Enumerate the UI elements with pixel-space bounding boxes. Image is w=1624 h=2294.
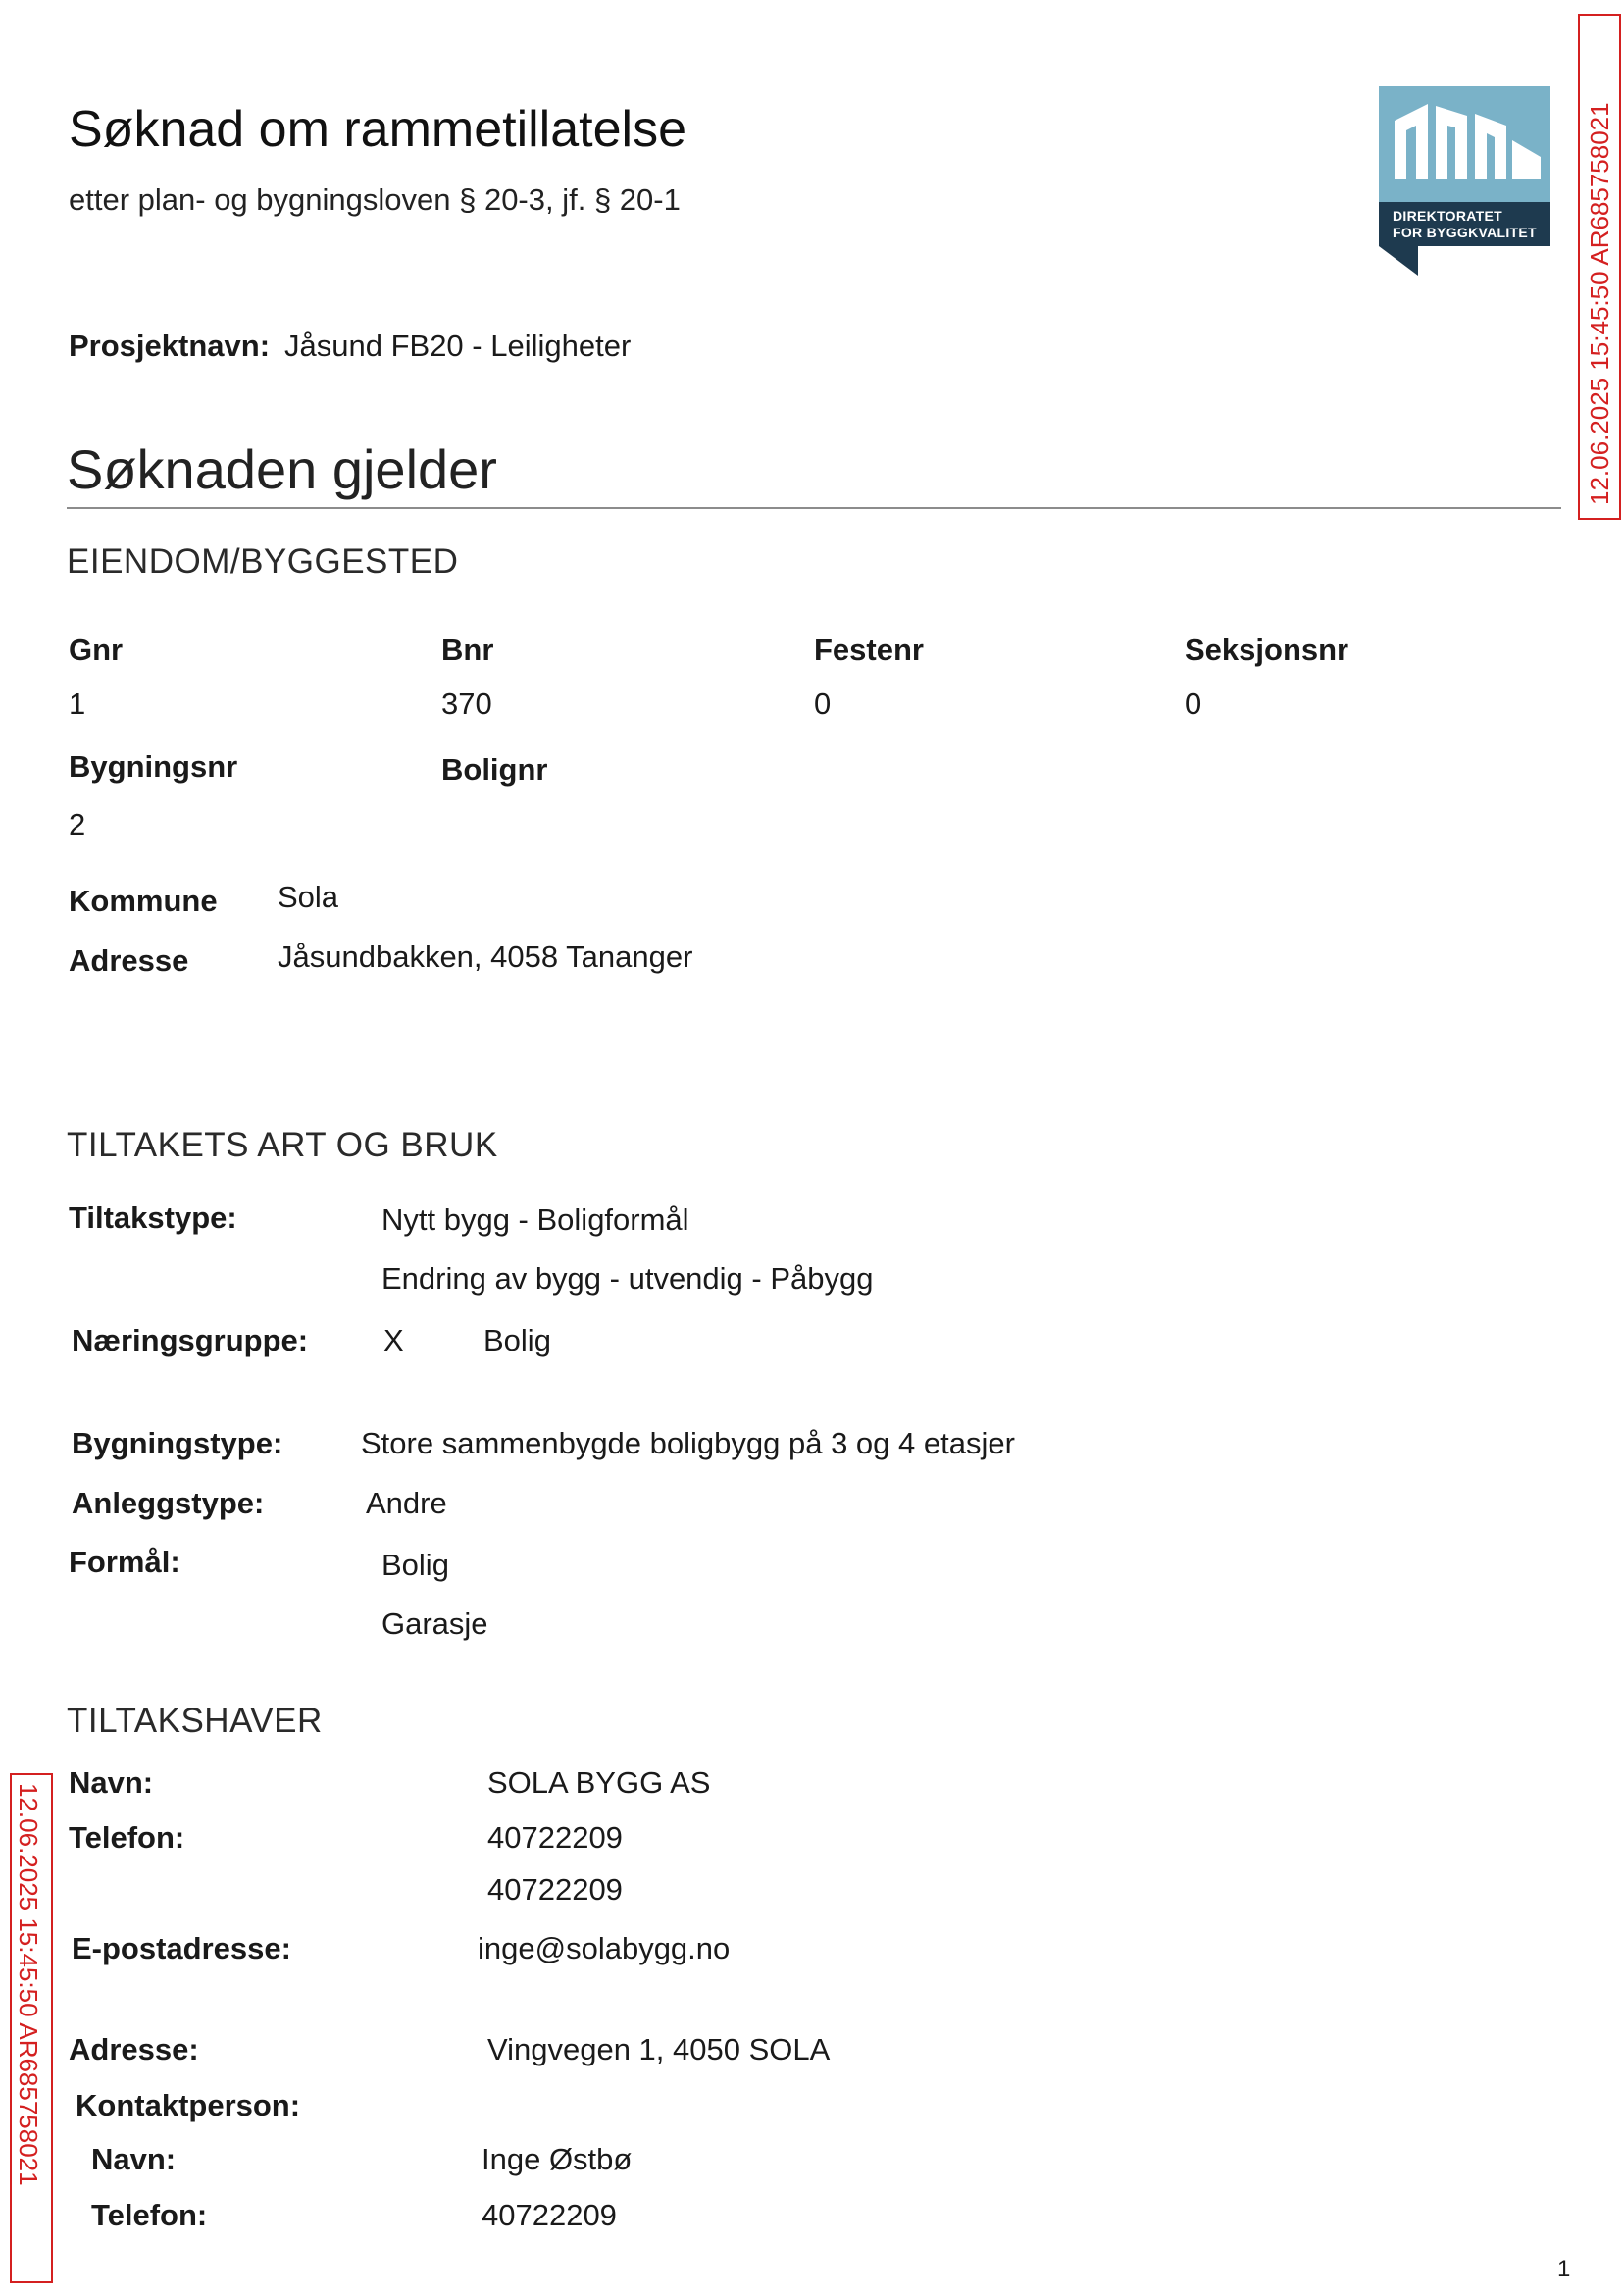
- kontaktperson-label: Kontaktperson:: [76, 2088, 301, 2122]
- gnr-label: Gnr: [69, 633, 124, 667]
- tiltakshaver-epost-label: E-postadresse:: [72, 1931, 291, 1965]
- kommune-value: Sola: [278, 880, 339, 914]
- kommune-label: Kommune: [69, 884, 218, 918]
- tiltakstype-value: Endring av bygg - utvendig - Påbygg: [381, 1261, 874, 1296]
- tiltakshaver-telefon-label: Telefon:: [69, 1820, 185, 1855]
- tiltakshaver-adresse-label: Adresse:: [69, 2032, 199, 2066]
- project-name-value: Jåsund FB20 - Leiligheter: [284, 329, 632, 363]
- festenr-label: Festenr: [814, 633, 924, 667]
- seksjonsnr-label: Seksjonsnr: [1185, 633, 1349, 667]
- timestamp-stamp-right-text: 12.06.2025 15:45:50 AR685758021: [1585, 102, 1614, 505]
- tiltakshaver-telefon-value: 40722209: [487, 1872, 623, 1907]
- bygningsnr-value: 2: [69, 807, 86, 841]
- project-name-label: Prosjektnavn:: [69, 329, 271, 363]
- tiltakshaver-epost-value: inge@solabygg.no: [478, 1931, 731, 1965]
- formal-label: Formål:: [69, 1545, 180, 1579]
- naeringsgruppe-label: Næringsgruppe:: [72, 1323, 309, 1357]
- formal-value: Bolig: [381, 1548, 449, 1582]
- naeringsgruppe-code: X: [383, 1323, 404, 1357]
- logo-text-line1: DIREKTORATET: [1393, 208, 1502, 224]
- adresse-label: Adresse: [69, 943, 189, 978]
- festenr-value: 0: [814, 687, 832, 721]
- seksjonsnr-value: 0: [1185, 687, 1202, 721]
- dibk-logo: [1379, 86, 1550, 276]
- bolignr-label: Bolignr: [441, 752, 548, 787]
- page-subtitle: etter plan- og bygningsloven § 20-3, jf. § 20-1: [69, 182, 681, 217]
- kontaktperson-telefon-value: 40722209: [482, 2198, 617, 2232]
- logo-text-line2: FOR BYGGKVALITET: [1393, 225, 1537, 240]
- gnr-value: 1: [69, 687, 86, 721]
- kontaktperson-navn-value: Inge Østbø: [482, 2142, 633, 2176]
- page-number: 1: [1557, 2256, 1571, 2282]
- eiendom-heading: EIENDOM/BYGGESTED: [67, 542, 459, 581]
- timestamp-stamp-left-text: 12.06.2025 15:45:50 AR685758021: [14, 1783, 43, 2186]
- building-logo-icon: [1379, 86, 1550, 276]
- bygningstype-value: Store sammenbygde boligbygg på 3 og 4 etasjer: [361, 1426, 1015, 1460]
- tiltakshaver-navn-value: SOLA BYGG AS: [487, 1765, 711, 1800]
- bnr-label: Bnr: [441, 633, 494, 667]
- tiltakshaver-heading: TILTAKSHAVER: [67, 1702, 323, 1740]
- bygningsnr-label: Bygningsnr: [69, 749, 238, 784]
- tiltakshaver-adresse-value: Vingvegen 1, 4050 SOLA: [487, 2032, 831, 2066]
- anleggstype-value: Andre: [366, 1486, 447, 1520]
- section-divider: [67, 507, 1561, 509]
- naeringsgruppe-value: Bolig: [483, 1323, 551, 1357]
- tiltakshaver-navn-label: Navn:: [69, 1765, 154, 1800]
- bygningstype-label: Bygningstype:: [72, 1426, 283, 1460]
- adresse-value: Jåsundbakken, 4058 Tananger: [278, 940, 693, 974]
- tiltak-heading: TILTAKETS ART OG BRUK: [67, 1126, 498, 1164]
- tiltakstype-value: Nytt bygg - Boligformål: [381, 1202, 689, 1237]
- anleggstype-label: Anleggstype:: [72, 1486, 265, 1520]
- page-title: Søknad om rammetillatelse: [69, 101, 686, 158]
- section-heading: Søknaden gjelder: [67, 438, 497, 500]
- kontaktperson-telefon-label: Telefon:: [91, 2198, 208, 2232]
- tiltakstype-label: Tiltakstype:: [69, 1200, 237, 1235]
- tiltakshaver-telefon-value: 40722209: [487, 1820, 623, 1855]
- formal-value: Garasje: [381, 1606, 488, 1641]
- bnr-value: 370: [441, 687, 492, 721]
- kontaktperson-navn-label: Navn:: [91, 2142, 177, 2176]
